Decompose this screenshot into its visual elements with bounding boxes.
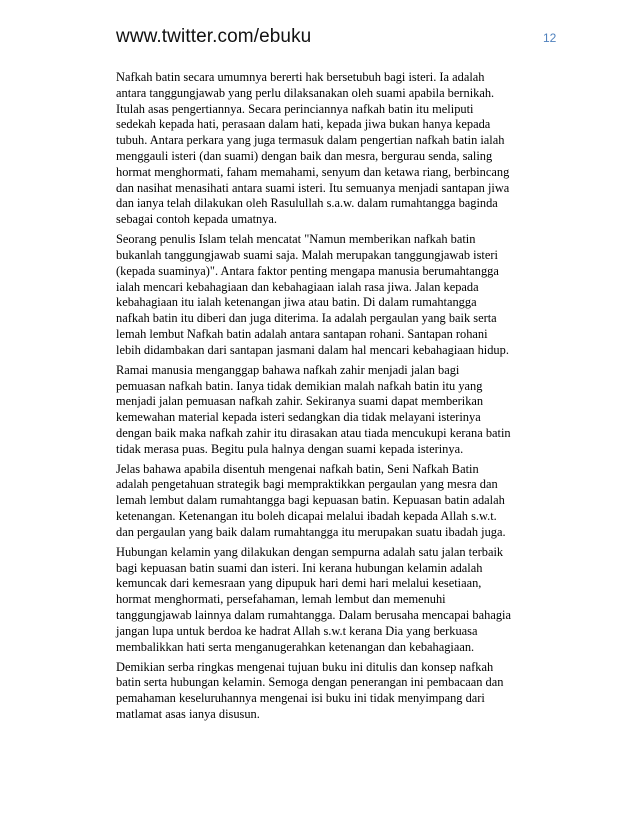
paragraph — [116, 70, 519, 228]
paragraph — [116, 660, 519, 723]
text-line: kemewahan material kepada isteri sedangkan dia tidak melayani isterinya — [116, 410, 481, 425]
text-line: hormat menghormati, persefahaman, lemah lembut dan memenuhi — [116, 592, 446, 607]
text-line: jangan lupa untuk berdoa ke hadrat Allah s.w.t kerana Dia yang berkuasa — [116, 623, 478, 638]
paragraph — [116, 232, 519, 358]
text-line: dan nasihat menasihati antara suami isteri. Itu semuanya menjadi santapan jiwa — [116, 180, 510, 195]
text-line: lebih didambakan dari santapan jasmani dalam hal mencari kebahagiaan hidup. — [116, 342, 509, 357]
paragraph — [116, 462, 519, 541]
text-line: membalikkan hati serta menganugerahkan ketenangan dan kebahagiaan. — [116, 639, 475, 654]
text-line: tubuh. Antara perkara yang juga termasuk dalam pengertian nafkah batin ialah — [116, 133, 505, 148]
text-line: sedekah kepada hati, perasaan dalam hati, kepada jiwa bukan hanya kepada — [116, 117, 491, 132]
text-line: Nafkah batin secara umumnya bererti hak bersetubuh bagi isteri. Ia adalah — [116, 70, 485, 84]
text-line: adalah pengetahuan strategik bagi mempraktikkan pergaulan yang mesra dan — [116, 477, 498, 492]
text-line: bukanlah tanggungjawab suami saja. Malah merupakan tanggungjawab isteri — [116, 247, 498, 262]
text-line: kebahagiaan itu ialah ketenangan jiwa atau batin. Di dalam rumahtangga — [116, 295, 477, 310]
text-line: bagi kepuasan batin suami dan isteri. Ini kerana hubungan kelamin adalah — [116, 560, 483, 575]
text-line: matlamat asas ianya disusun. — [116, 707, 260, 722]
text-line: kemuncak dari kemesraan yang dipupuk hari demi hari melalui kesetiaan, — [116, 576, 482, 591]
text-line: ialah mencari kebahagiaan dan kebahagiaan ialah rasa jiwa. Jalan kepada — [116, 279, 479, 294]
text-line: (kepada suaminya)". Antara faktor penting mengapa manusia berumahtangga — [116, 263, 499, 278]
page-number: 12 — [543, 31, 557, 45]
text-line: dengan baik maka nafkah zahir itu dirasakan atau tiada mencukupi kerana batin — [116, 425, 511, 440]
text-line: sebagai contoh kepada umatnya. — [116, 212, 278, 227]
text-line: Demikian serba ringkas mengenai tujuan buku ini ditulis dan konsep nafkah — [116, 659, 494, 674]
text-line: menjadi jalan pemuasan nafkah zahir. Sekiranya suami dapat memberikan — [116, 394, 484, 409]
text-line: Jelas bahawa apabila disentuh mengenai nafkah batin, Seni Nafkah Batin — [116, 461, 479, 476]
text-line: nafkah batin itu diberi dan juga diterima. Ia adalah pergaulan yang baik serta — [116, 311, 497, 326]
text-line: hormat menghormati, faham memahami, senyum dan ketawa riang, berbincang — [116, 164, 510, 179]
text-line: lemah lembut Nafkah batin adalah antara santapan rohani. Santapan rohani — [116, 326, 488, 341]
text-line: pemuasan nafkah batin. Ianya tidak demikian malah nafkah batin itu yang — [116, 378, 483, 393]
text-line: tidak merasa puas. Begitu pula halnya dengan suami kepada isterinya. — [116, 441, 464, 456]
text-line: Itulah asas pengertiannya. Secara perinciannya nafkah batin itu meliputi — [116, 101, 474, 116]
text-line: menggauli isteri (dan suami) dengan baik dan mesra, bergurau senda, saling — [116, 148, 493, 163]
header-url: www.twitter.com/ebuku — [116, 26, 312, 47]
text-line: dan pergaulan yang baik dalam rumahtangga itu merupakan suatu ibadah juga. — [116, 524, 506, 539]
text-line: lemah lembut dalam rumahtangga bagi kepuasan batin. Kepuasan batin adalah — [116, 493, 505, 508]
text-line: Ramai manusia menganggap bahawa nafkah zahir menjadi jalan bagi — [116, 362, 460, 377]
text-line: Hubungan kelamin yang dilakukan dengan sempurna adalah satu jalan terbaik — [116, 544, 504, 559]
body-text — [116, 70, 519, 727]
text-line: pemahaman keseluruhannya mengenai isi buku ini tidak menyimpang dari — [116, 691, 485, 706]
text-line: ketenangan. Ketenangan itu boleh dicapai melalui ibadah kepada Allah s.w.t. — [116, 509, 497, 524]
text-line: batin serta hubungan kelamin. Semoga dengan penerangan ini pembacaan dan — [116, 675, 504, 690]
text-line: dan ianya telah dilakukan oleh Rasulullah s.a.w. dalam rumahtangga baginda — [116, 196, 498, 211]
paragraph — [116, 363, 519, 458]
text-line: tanggungjawab lainnya dalam rumahtangga. Dalam berusaha mencapai bahagia — [116, 608, 511, 623]
text-line: antara tanggungjawab yang perlu dilaksanakan oleh suami apabila bernikah. — [116, 85, 495, 100]
text-line: Seorang penulis Islam telah mencatat "Namun memberikan nafkah batin — [116, 232, 476, 247]
paragraph — [116, 545, 519, 656]
